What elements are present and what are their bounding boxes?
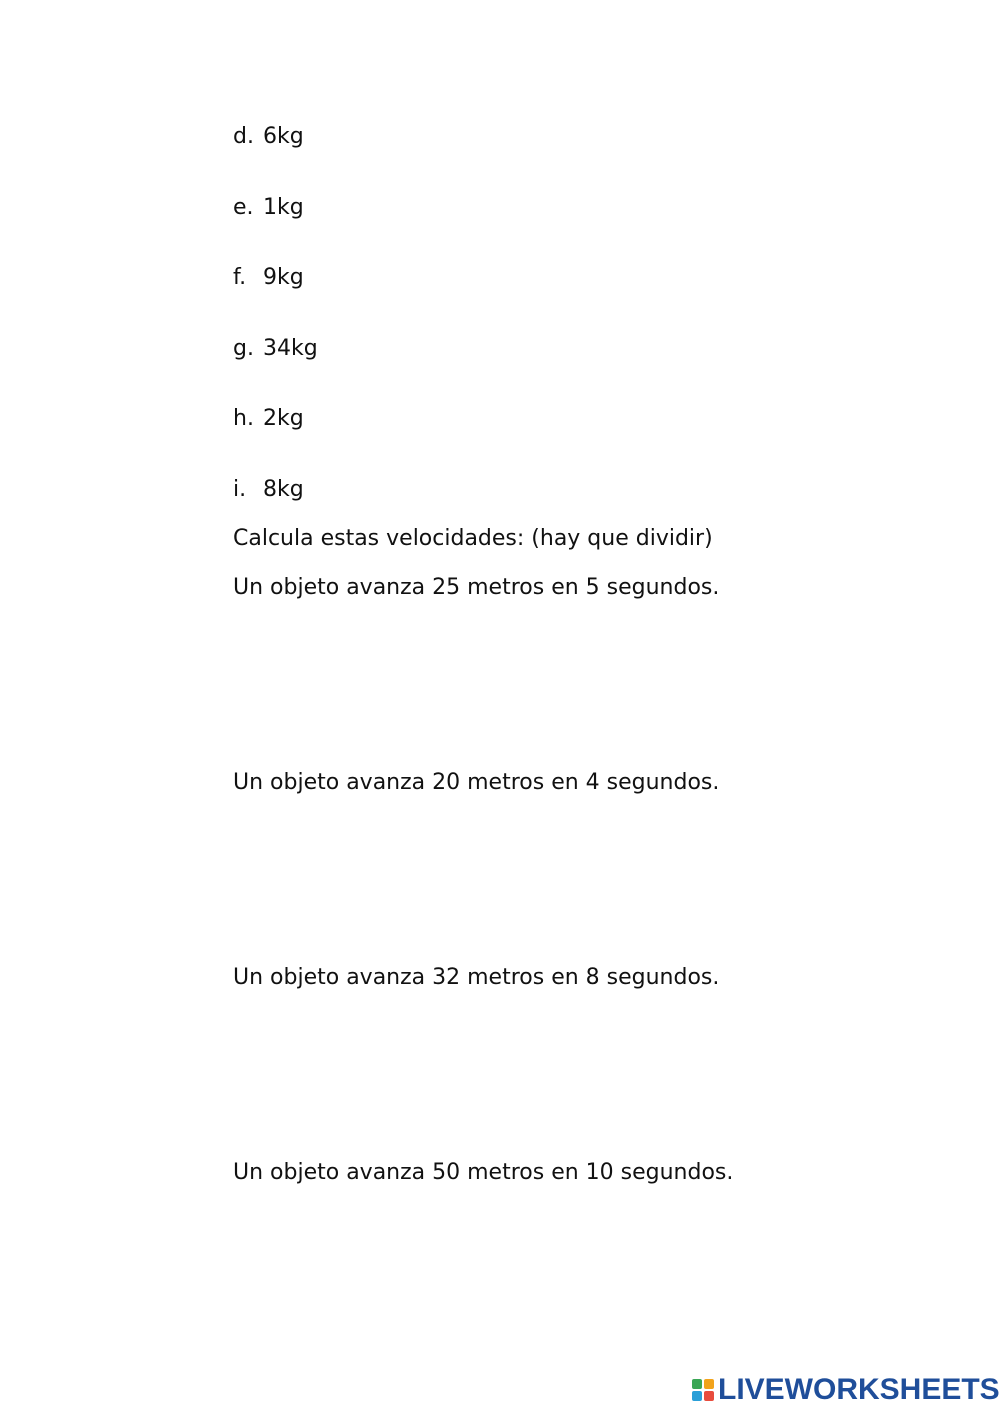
problem-text: Un objeto avanza 20 metros en 4 segundos. (233, 770, 720, 795)
list-value: 8kg (263, 477, 304, 502)
logo-text: LIVEWORKSHEETS (718, 1373, 1000, 1406)
list-value: 1kg (263, 195, 304, 220)
list-value: 6kg (263, 124, 304, 149)
logo-square (692, 1379, 702, 1389)
list-item (233, 335, 318, 363)
list-marker: d. (233, 124, 254, 149)
list-item (233, 264, 304, 292)
list-marker: e. (233, 195, 254, 220)
logo-square (704, 1379, 714, 1389)
logo-square (704, 1391, 714, 1401)
problem-text: Un objeto avanza 50 metros en 10 segundos. (233, 1160, 734, 1185)
list-value: 9kg (263, 265, 304, 290)
logo-square (692, 1391, 702, 1401)
list-item (233, 123, 304, 151)
list-value: 2kg (263, 406, 304, 431)
list-value: 34kg (263, 336, 318, 361)
list-marker: h. (233, 406, 254, 431)
problem-text: Un objeto avanza 25 metros en 5 segundos. (233, 575, 720, 600)
list-item (233, 194, 304, 222)
list-item (233, 476, 304, 504)
problem-text: Un objeto avanza 32 metros en 8 segundos. (233, 965, 720, 990)
list-marker: i. (233, 477, 247, 502)
logo-squares-icon (692, 1379, 714, 1401)
list-marker: f. (233, 265, 247, 290)
list-item (233, 405, 304, 433)
liveworksheets-logo (692, 1374, 1000, 1406)
instruction-text: Calcula estas velocidades: (hay que dividir) (233, 526, 713, 551)
list-marker: g. (233, 336, 254, 361)
